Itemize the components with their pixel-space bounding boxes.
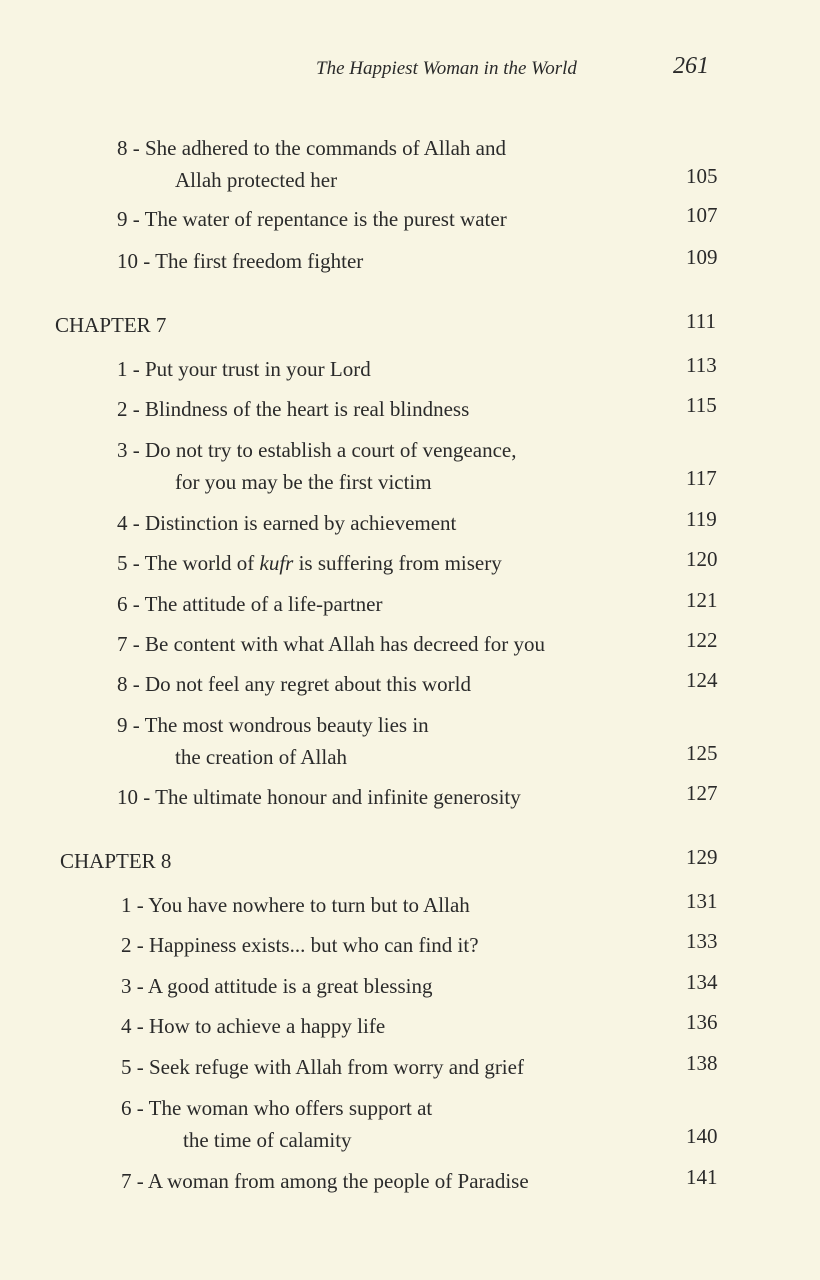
toc-entry-title: 5 - The world of kufr is suffering from misery <box>117 551 502 575</box>
toc-page-number: 113 <box>686 353 717 377</box>
toc-entry <box>0 588 820 620</box>
toc-entry-title: 7 - A woman from among the people of Paradise <box>121 1169 529 1193</box>
toc-page-number: 136 <box>686 1010 718 1034</box>
chapter-title: CHAPTER 8 <box>60 849 172 873</box>
toc-entry-title: 1 - Put your trust in your Lord <box>117 357 371 381</box>
italic-term: kufr <box>259 551 294 575</box>
toc-page-number: 134 <box>686 970 718 994</box>
toc-page-number: 125 <box>686 741 718 765</box>
toc-page-number: 129 <box>686 845 718 869</box>
toc-entry <box>0 353 820 385</box>
toc-entry <box>0 1165 820 1197</box>
toc-page-number: 120 <box>686 547 718 571</box>
toc-entry-title: the time of calamity <box>183 1128 352 1152</box>
toc-entry-title: 2 - Happiness exists... but who can find it? <box>121 933 479 957</box>
toc-entry-title: 8 - Do not feel any regret about this world <box>117 672 471 696</box>
toc-entry-title: Allah protected her <box>175 168 338 192</box>
toc-entry-title: 4 - Distinction is earned by achievement <box>117 511 457 535</box>
toc-entry <box>0 1051 820 1083</box>
toc-page-number: 109 <box>686 245 718 269</box>
toc-entry-title: 4 - How to achieve a happy life <box>121 1014 386 1038</box>
toc-entry <box>0 547 820 579</box>
toc-entry-continuation <box>0 466 820 498</box>
toc-entry-title: 3 - A good attitude is a great blessing <box>121 974 433 998</box>
toc-entry <box>0 628 820 660</box>
toc-chapter-heading <box>0 309 820 341</box>
toc-entry-title: 10 - The ultimate honour and infinite generosity <box>117 785 521 809</box>
toc-entry-continuation <box>0 741 820 773</box>
toc-entry <box>0 929 820 961</box>
toc-page-number: 122 <box>686 628 718 652</box>
toc-entry-title: 6 - The woman who offers support at <box>121 1096 433 1120</box>
toc-page-number: 131 <box>686 889 718 913</box>
toc-entry-title: 1 - You have nowhere to turn but to Allah <box>121 893 470 917</box>
toc-page-number: 119 <box>686 507 717 531</box>
toc-page-number: 141 <box>686 1165 718 1189</box>
toc-entry-title: 10 - The first freedom fighter <box>117 249 364 273</box>
toc-entry-continuation <box>0 1124 820 1156</box>
toc-page-number: 127 <box>686 781 718 805</box>
toc-page-number: 115 <box>686 393 717 417</box>
toc-entry-title: 2 - Blindness of the heart is real blindness <box>117 397 470 421</box>
toc-entry-continuation <box>0 164 820 196</box>
toc-entry-title: 6 - The attitude of a life-partner <box>117 592 383 616</box>
toc-entry-title: the creation of Allah <box>175 745 348 769</box>
toc-page-number: 138 <box>686 1051 718 1075</box>
toc-page-number: 117 <box>686 466 717 490</box>
toc-page-number: 107 <box>686 203 718 227</box>
toc-entry <box>0 245 820 277</box>
toc-entry <box>0 668 820 700</box>
toc-entry <box>0 203 820 235</box>
toc-page-number: 133 <box>686 929 718 953</box>
toc-page-number: 124 <box>686 668 718 692</box>
toc-entry <box>0 970 820 1002</box>
toc-entry-title: for you may be the first victim <box>175 470 432 494</box>
toc-page-number: 111 <box>686 309 716 333</box>
toc-entry <box>0 781 820 813</box>
toc-page-number: 105 <box>686 164 718 188</box>
toc-entry-title: 9 - The most wondrous beauty lies in <box>117 713 429 737</box>
toc-entry <box>0 1010 820 1042</box>
toc-entry <box>0 393 820 425</box>
toc-page-number: 140 <box>686 1124 718 1148</box>
toc-entry-title: 7 - Be content with what Allah has decreed for you <box>117 632 546 656</box>
toc-entry-title: 3 - Do not try to establish a court of vengeance, <box>117 438 517 462</box>
chapter-title: CHAPTER 7 <box>55 313 167 337</box>
page-number: 261 <box>673 53 709 79</box>
toc-entry-title: 5 - Seek refuge with Allah from worry and grief <box>121 1055 524 1079</box>
running-header-title: The Happiest Woman in the World <box>316 58 577 79</box>
toc-entry <box>0 507 820 539</box>
toc-entry-title: 8 - She adhered to the commands of Allah and <box>117 136 506 160</box>
toc-entry-title: 9 - The water of repentance is the purest water <box>117 207 507 231</box>
toc-chapter-heading <box>0 845 820 877</box>
toc-entry <box>0 889 820 921</box>
toc-page-number: 121 <box>686 588 718 612</box>
